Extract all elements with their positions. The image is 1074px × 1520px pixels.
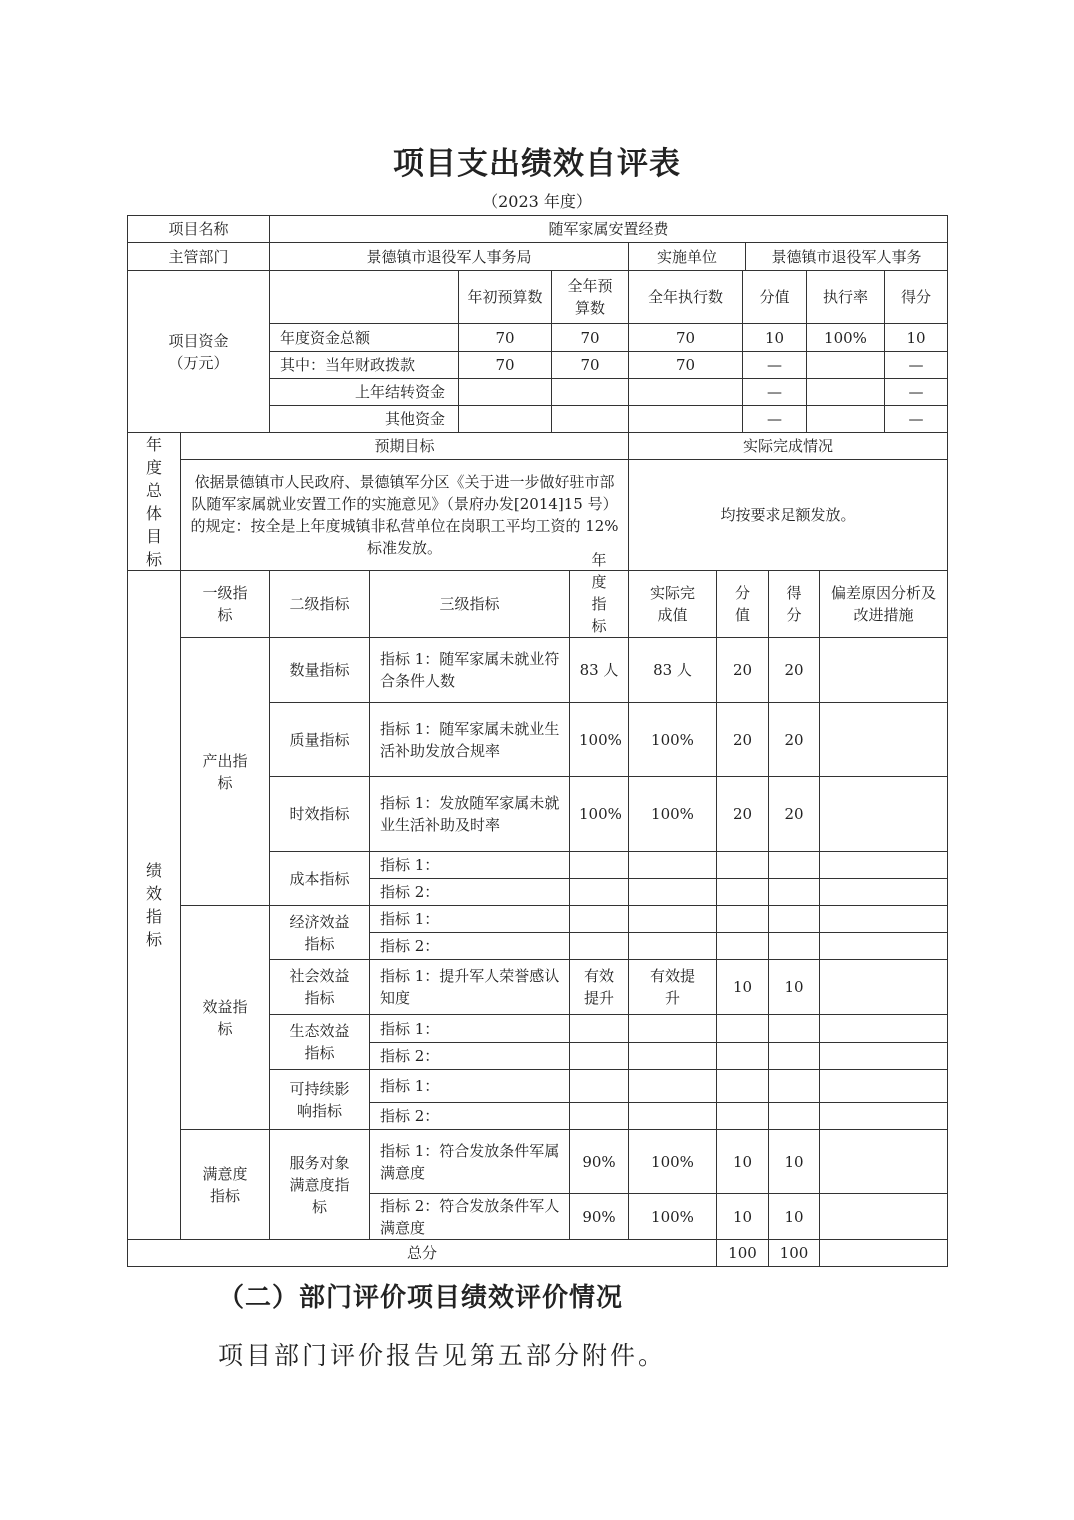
level3-indicator-text: 指标 1：发放随军家属未就业生活补助及时率 [380, 794, 560, 834]
indicator-cell-score-text: 20 [784, 730, 804, 749]
indicator-cell-score-text: 20 [784, 805, 804, 823]
indicator-cell-value [716, 1014, 769, 1043]
indicator-header [269, 570, 370, 638]
funds-cell-executed [628, 351, 743, 379]
funds-row-name [269, 378, 459, 406]
funds-cell-score [884, 405, 948, 433]
level3-indicator [369, 1069, 570, 1103]
level2-indicator [269, 1069, 370, 1130]
indicator-header-text: 一级指标 [202, 584, 248, 624]
funds-cell-rate-text: 100% [824, 328, 867, 347]
project-name-value [269, 215, 948, 243]
funds-cell-score_value-text: — [767, 410, 782, 428]
indicator-cell-score [768, 905, 820, 933]
level3-indicator-text: 指标 1：提升军人荣誉感认知度 [380, 967, 560, 1007]
level2-indicator-text: 数量指标 [289, 661, 350, 679]
indicator-cell-score-text: 10 [784, 978, 804, 996]
funds-cell-score-text: — [908, 356, 924, 374]
indicator-cell-target-text: 83 人 [579, 661, 619, 679]
dept-value-text: 景德镇市退役军人事务局 [366, 247, 532, 266]
funds-header [884, 270, 948, 324]
level2-indicator-text: 成本指标 [289, 869, 350, 888]
indicator-cell-actual [628, 1014, 717, 1043]
indicator-cell-score [768, 1042, 820, 1070]
total-score [768, 1239, 820, 1267]
level3-indicator [369, 1014, 570, 1043]
level2-indicator [269, 702, 370, 777]
indicator-cell-actual [628, 878, 717, 906]
indicator-cell-score [768, 1193, 820, 1240]
funds-cell-annual-text: 70 [580, 356, 600, 374]
funds-cell-rate [806, 378, 885, 406]
indicator-cell-actual [628, 932, 717, 960]
funds-cell-initial [458, 378, 552, 406]
indicator-cell-value [716, 637, 769, 703]
funds-cell-annual [551, 378, 629, 406]
indicator-cell-target [569, 1102, 629, 1130]
level3-indicator [369, 1042, 570, 1070]
indicator-header-text: 得分 [786, 584, 802, 624]
level3-indicator [369, 637, 570, 703]
actual-header-text: 实际完成情况 [742, 437, 833, 455]
funds-cell-score_value [742, 405, 807, 433]
section-heading: （二）部门评价项目绩效评价情况 [218, 1283, 624, 1313]
level3-indicator-text: 指标 1： [380, 910, 440, 928]
unit-label [628, 242, 746, 271]
level3-indicator-text: 指标 1： [380, 1019, 440, 1038]
total-value-text: 100 [728, 1244, 757, 1262]
indicator-cell-value-text: 10 [732, 1152, 753, 1171]
indicator-cell-value [716, 878, 769, 906]
level2-indicator [269, 776, 370, 852]
level1-indicator [180, 1129, 270, 1240]
indicator-cell-value [716, 851, 769, 879]
indicator-cell-target-text: 90% [582, 1152, 616, 1171]
level1-indicator-text: 产出指标 [202, 751, 248, 792]
level2-indicator [269, 905, 370, 960]
total-note [819, 1239, 948, 1267]
dept-label-text: 主管部门 [168, 247, 229, 266]
funds-label-line1: 项目资金 [168, 331, 229, 350]
indicator-cell-actual [628, 776, 717, 852]
funds-cell-rate [806, 405, 885, 433]
dept-label [127, 242, 270, 271]
project-name-label [127, 215, 270, 243]
level1-indicator-text: 满意度指标 [202, 1164, 248, 1205]
funds-row-name [269, 405, 459, 433]
indicator-cell-score [768, 878, 820, 906]
level2-indicator [269, 959, 370, 1015]
funds-header-blank [269, 270, 459, 324]
indicator-cell-value [716, 1102, 769, 1130]
funds-cell-executed-text: 70 [675, 328, 696, 347]
indicator-header-text: 年度指标 [591, 551, 607, 635]
funds-cell-score-text: 10 [906, 328, 926, 347]
indicator-cell-note [819, 637, 948, 703]
indicator-cell-target [569, 1193, 629, 1240]
indicator-header [369, 570, 570, 638]
indicator-cell-target [569, 776, 629, 852]
funds-cell-score-text: — [908, 410, 924, 428]
indicator-cell-value-text: 20 [732, 805, 753, 823]
level3-indicator [369, 776, 570, 852]
funds-cell-executed [628, 378, 743, 406]
indicator-cell-target [569, 959, 629, 1015]
indicator-cell-target-text: 有效提升 [583, 967, 614, 1007]
indicator-cell-actual [628, 1129, 717, 1194]
unit-value [745, 242, 948, 271]
funds-cell-executed [628, 323, 743, 352]
indicator-cell-target [569, 878, 629, 906]
indicator-cell-actual [628, 1042, 717, 1070]
indicator-cell-target [569, 932, 629, 960]
indicator-cell-value [716, 1193, 769, 1240]
indicator-header [768, 570, 820, 638]
indicator-cell-target [569, 1042, 629, 1070]
section-text: 项目部门评价报告见第五部分附件。 [218, 1341, 667, 1370]
funds-row-name [269, 323, 459, 352]
funds-row-name-text: 年度资金总额 [280, 328, 371, 347]
indicator-header [180, 570, 270, 638]
indicator-cell-actual [628, 1102, 717, 1130]
goals-label [127, 432, 181, 571]
indicator-cell-actual [628, 851, 717, 879]
indicator-cell-target [569, 1069, 629, 1103]
indicator-cell-actual [628, 702, 717, 777]
total-label-text: 总分 [406, 1244, 437, 1262]
level2-indicator [269, 1014, 370, 1070]
funds-cell-annual [551, 323, 629, 352]
level2-indicator [269, 637, 370, 703]
indicator-cell-target [569, 1014, 629, 1043]
funds-cell-initial [458, 351, 552, 379]
indicator-cell-actual-text: 100% [651, 730, 694, 749]
level2-indicator-text: 服务对象满意度指标 [289, 1153, 350, 1216]
indicator-cell-score [768, 702, 820, 777]
level3-indicator-text: 指标 1： [380, 856, 440, 874]
expected-header [180, 432, 629, 460]
funds-cell-annual [551, 405, 629, 433]
funds-cell-score_value-text: 10 [764, 328, 785, 347]
funds-header [551, 270, 629, 324]
indicator-cell-target [569, 905, 629, 933]
indicator-cell-value-text: 10 [732, 1207, 753, 1226]
level3-indicator [369, 905, 570, 933]
indicator-header-text: 偏差原因分析及改进措施 [830, 584, 936, 624]
level3-indicator-text: 指标 1：随军家属未就业符合条件人数 [380, 650, 560, 690]
funds-cell-initial [458, 323, 552, 352]
funds-cell-initial-text: 70 [495, 356, 515, 374]
indicator-cell-value-text: 20 [732, 730, 753, 749]
indicator-header-text: 三级指标 [439, 595, 500, 613]
funds-cell-score [884, 323, 948, 352]
indicator-cell-score [768, 776, 820, 852]
level3-indicator-text: 指标 2： [380, 1107, 440, 1125]
indicator-cell-value [716, 932, 769, 960]
indicator-cell-note [819, 776, 948, 852]
funds-header [806, 270, 885, 324]
indicator-cell-value [716, 905, 769, 933]
level3-indicator-text: 指标 2： [380, 883, 440, 901]
indicator-cell-target-text: 100% [579, 805, 622, 823]
funds-cell-score_value-text: — [767, 383, 782, 401]
indicator-cell-value [716, 702, 769, 777]
total-score-text: 100 [779, 1244, 809, 1262]
indicator-cell-score-text: 10 [784, 1207, 804, 1226]
level2-indicator-text: 经济效益指标 [289, 912, 350, 953]
indicator-cell-score [768, 932, 820, 960]
level3-indicator-text: 指标 2： [380, 937, 440, 955]
indicator-cell-note [819, 1102, 948, 1130]
funds-cell-score-text: — [908, 383, 924, 401]
indicator-cell-value [716, 1042, 769, 1070]
level1-indicator-text: 效益指标 [202, 997, 248, 1038]
funds-header-text: 分值 [759, 288, 790, 306]
level3-indicator [369, 1102, 570, 1130]
indicator-cell-value-text: 10 [732, 978, 753, 996]
indicator-header-text: 二级指标 [289, 595, 350, 613]
indicator-cell-note [819, 878, 948, 906]
indicator-cell-actual-text: 有效提升 [649, 967, 695, 1007]
funds-cell-score [884, 378, 948, 406]
funds-row-name-text: 其他资金 [384, 410, 445, 428]
indicator-header [819, 570, 948, 638]
indicator-cell-value [716, 1069, 769, 1103]
level3-indicator [369, 702, 570, 777]
dept-value [269, 242, 629, 271]
indicator-cell-score [768, 1069, 820, 1103]
indicator-cell-actual-text: 100% [651, 805, 694, 823]
level2-indicator-text: 质量指标 [289, 730, 350, 749]
actual-text [628, 459, 948, 571]
indicator-cell-target [569, 851, 629, 879]
indicator-cell-note [819, 1129, 948, 1194]
funds-cell-rate [806, 323, 885, 352]
level3-indicator-text: 指标 1： [380, 1077, 440, 1095]
indicator-cell-score [768, 851, 820, 879]
indicator-header [716, 570, 769, 638]
funds-header [742, 270, 807, 324]
actual-text-text: 均按要求足额发放。 [720, 506, 856, 524]
page-title: 项目支出绩效自评表 [393, 146, 681, 182]
level3-indicator [369, 959, 570, 1015]
indicator-cell-note [819, 1014, 948, 1043]
funds-cell-score_value-text: — [767, 356, 782, 374]
funds-cell-score [884, 351, 948, 379]
project-name-label-text: 项目名称 [168, 220, 229, 238]
level2-indicator [269, 1129, 370, 1240]
indicator-cell-note [819, 905, 948, 933]
indicators-label-text: 绩效指标 [145, 861, 162, 949]
funds-cell-score_value [742, 351, 807, 379]
funds-header-text: 全年预算数 [567, 277, 613, 317]
project-name-value-text: 随军家属安置经费 [548, 220, 669, 238]
unit-value-text: 景德镇市退役军人事务 [771, 247, 922, 266]
funds-cell-rate [806, 351, 885, 379]
funds-header-text: 执行率 [822, 288, 868, 306]
indicator-cell-value-text: 20 [732, 661, 753, 679]
indicator-cell-note [819, 932, 948, 960]
funds-cell-score_value [742, 378, 807, 406]
level3-indicator-text: 指标 1：符合发放条件军属满意度 [380, 1141, 560, 1182]
indicator-cell-value [716, 959, 769, 1015]
funds-header-text: 得分 [900, 288, 931, 306]
unit-label-text: 实施单位 [656, 247, 717, 266]
level1-indicator [180, 637, 270, 906]
level3-indicator-text: 指标 2： [380, 1047, 440, 1065]
indicator-cell-actual [628, 959, 717, 1015]
indicator-cell-target [569, 637, 629, 703]
funds-row-name [269, 351, 459, 379]
level3-indicator [369, 851, 570, 879]
funds-header [458, 270, 552, 324]
funds-cell-annual-text: 70 [580, 328, 600, 347]
indicator-cell-note [819, 1193, 948, 1240]
funds-header [628, 270, 743, 324]
expected-header-text: 预期目标 [374, 437, 435, 455]
indicator-cell-target-text: 100% [579, 730, 622, 749]
level3-indicator [369, 878, 570, 906]
indicator-cell-score [768, 1102, 820, 1130]
indicator-cell-score [768, 1014, 820, 1043]
level2-indicator-text: 可持续影响指标 [289, 1079, 350, 1120]
indicator-cell-note [819, 1042, 948, 1070]
indicator-cell-actual-text: 100% [651, 1207, 694, 1226]
indicator-cell-score [768, 959, 820, 1015]
indicator-cell-note [819, 959, 948, 1015]
level3-indicator [369, 1129, 570, 1194]
indicator-cell-value [716, 1129, 769, 1194]
indicator-cell-target-text: 90% [582, 1207, 616, 1226]
goals-label-text: 年度总体目标 [145, 434, 162, 569]
indicator-cell-score-text: 10 [784, 1152, 804, 1171]
page-subtitle: （2023 年度） [482, 192, 592, 211]
actual-header [628, 432, 948, 460]
indicator-cell-score [768, 637, 820, 703]
indicator-cell-score [768, 1129, 820, 1194]
indicator-cell-target [569, 702, 629, 777]
indicator-cell-actual [628, 1193, 717, 1240]
funds-header-text: 全年执行数 [647, 288, 723, 306]
indicator-header-text: 分值 [734, 584, 750, 624]
indicator-cell-value [716, 776, 769, 852]
funds-cell-executed-text: 70 [675, 356, 696, 374]
funds-cell-executed [628, 405, 743, 433]
level3-indicator-text: 指标 2：符合发放条件军人满意度 [380, 1196, 560, 1237]
indicator-cell-note [819, 1069, 948, 1103]
funds-cell-initial [458, 405, 552, 433]
indicator-header [569, 551, 629, 638]
indicator-cell-actual [628, 637, 717, 703]
funds-cell-score_value [742, 323, 807, 352]
funds-cell-initial-text: 70 [495, 328, 515, 347]
level2-indicator-text: 生态效益指标 [289, 1022, 350, 1062]
expected-text [180, 459, 629, 571]
indicator-cell-note [819, 851, 948, 879]
indicator-cell-target [569, 1129, 629, 1194]
funds-cell-annual [551, 351, 629, 379]
funds-header-text: 年初预算数 [467, 288, 543, 306]
indicator-cell-actual [628, 1069, 717, 1103]
funds-label [127, 270, 270, 433]
total-label [127, 1239, 717, 1267]
funds-row-name-text: 上年结转资金 [354, 383, 445, 401]
level3-indicator [369, 1193, 570, 1240]
indicator-header-text: 实际完成值 [649, 584, 695, 624]
indicators-label [127, 570, 181, 1240]
funds-label-text [168, 330, 228, 374]
level3-indicator-text: 指标 1：随军家属未就业生活补助发放合规率 [380, 719, 560, 760]
level1-indicator [180, 905, 270, 1130]
funds-row-name-text: 其中：当年财政拨款 [280, 356, 416, 374]
level2-indicator [269, 851, 370, 906]
expected-text-text: 依据景德镇市人民政府、景德镇军分区《关于进一步做好驻市部队随军家属就业安置工作的实施意见》（景府办发[2014]15 号）的规定：按全是上年度城镇非私营单位在岗职工平均工资的 12%标准发放。 [190, 473, 619, 557]
level2-indicator-text: 时效指标 [289, 805, 350, 823]
level3-indicator [369, 932, 570, 960]
indicator-cell-actual-text: 100% [651, 1152, 694, 1171]
indicator-cell-score-text: 20 [784, 661, 804, 679]
level2-indicator-text: 社会效益指标 [289, 967, 350, 1007]
indicator-cell-note [819, 702, 948, 777]
total-value [716, 1239, 769, 1267]
funds-label-line2: （万元） [168, 353, 229, 372]
indicator-header [628, 570, 717, 638]
indicator-cell-actual [628, 905, 717, 933]
indicator-cell-actual-text: 83 人 [653, 661, 692, 679]
